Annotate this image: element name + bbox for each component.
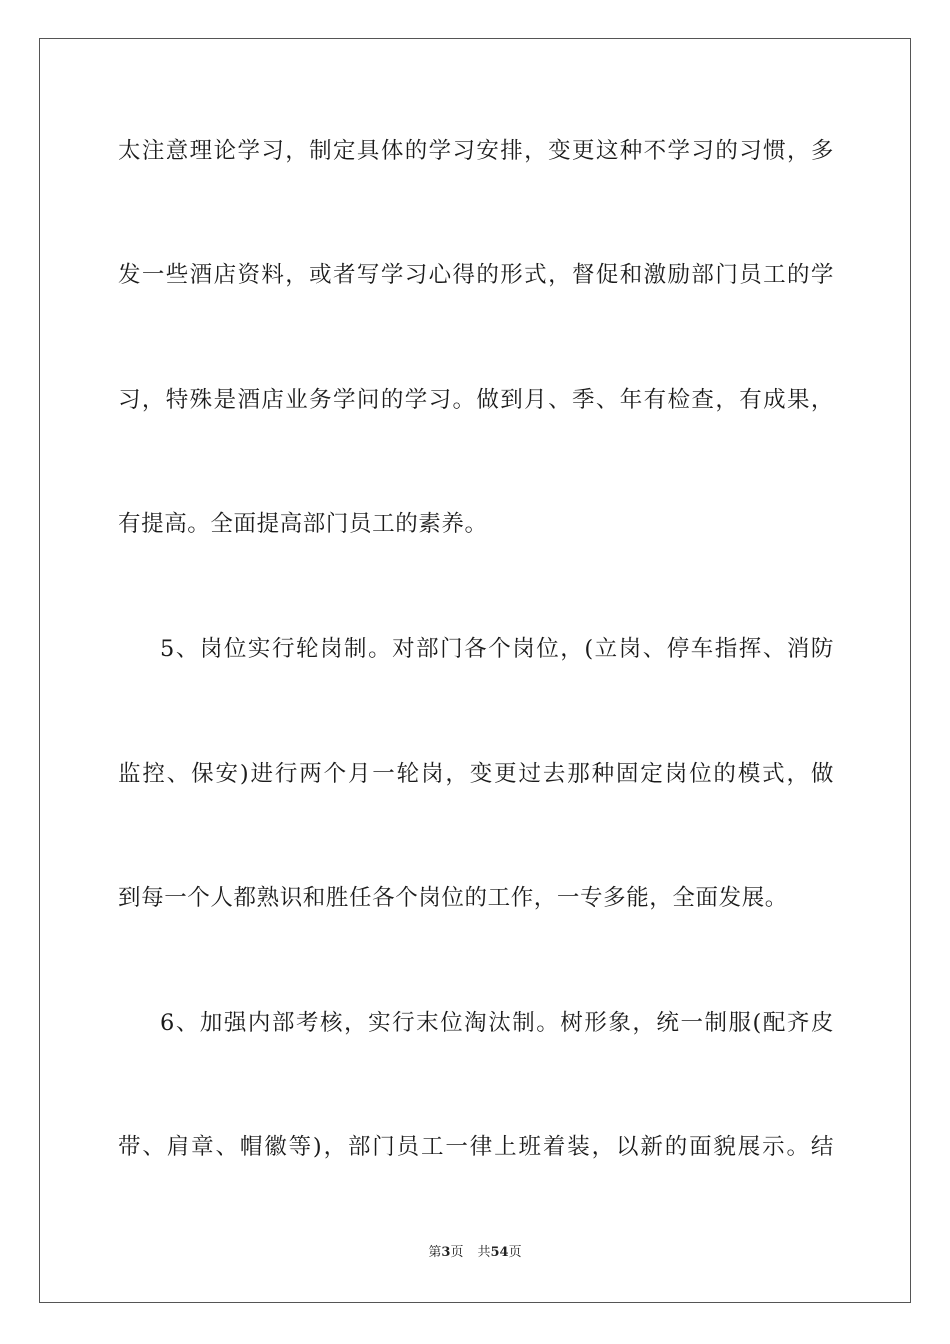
footer-total-suffix: 页 (508, 1245, 522, 1260)
text-line-1: 太注意理论学习，制定具体的学习安排，变更这种不学习的习惯，多 (118, 138, 834, 164)
text-line-5: 5、岗位实行轮岗制。对部门各个岗位，(立岗、停车指挥、消防 (160, 636, 834, 662)
text-line-6: 监控、保安)进行两个月一轮岗，变更过去那种固定岗位的模式，做 (118, 761, 834, 787)
page-border (39, 38, 911, 1303)
text-line-2: 发一些酒店资料，或者写学习心得的形式，督促和激励部门员工的学 (118, 262, 834, 288)
page-footer (0, 1244, 950, 1262)
text-line-7: 到每一个人都熟识和胜任各个岗位的工作，一专多能，全面发展。 (118, 885, 788, 911)
footer-total-prefix: 共 (477, 1245, 491, 1260)
text-line-8: 6、加强内部考核，实行末位淘汰制。树形象，统一制服(配齐皮 (160, 1010, 834, 1036)
footer-page-number: 3 (441, 1245, 451, 1260)
text-line-3: 习，特殊是酒店业务学问的学习。做到月、季、年有检查，有成果， (118, 387, 834, 413)
text-line-9: 带、肩章、帽徽等)，部门员工一律上班着装，以新的面貌展示。结 (118, 1134, 834, 1160)
footer-page-prefix: 第 (428, 1245, 442, 1260)
footer-total-pages: 54 (490, 1245, 509, 1260)
footer-page-suffix: 页 (450, 1245, 464, 1260)
text-line-4: 有提高。全面提高部门员工的素养。 (118, 511, 488, 537)
